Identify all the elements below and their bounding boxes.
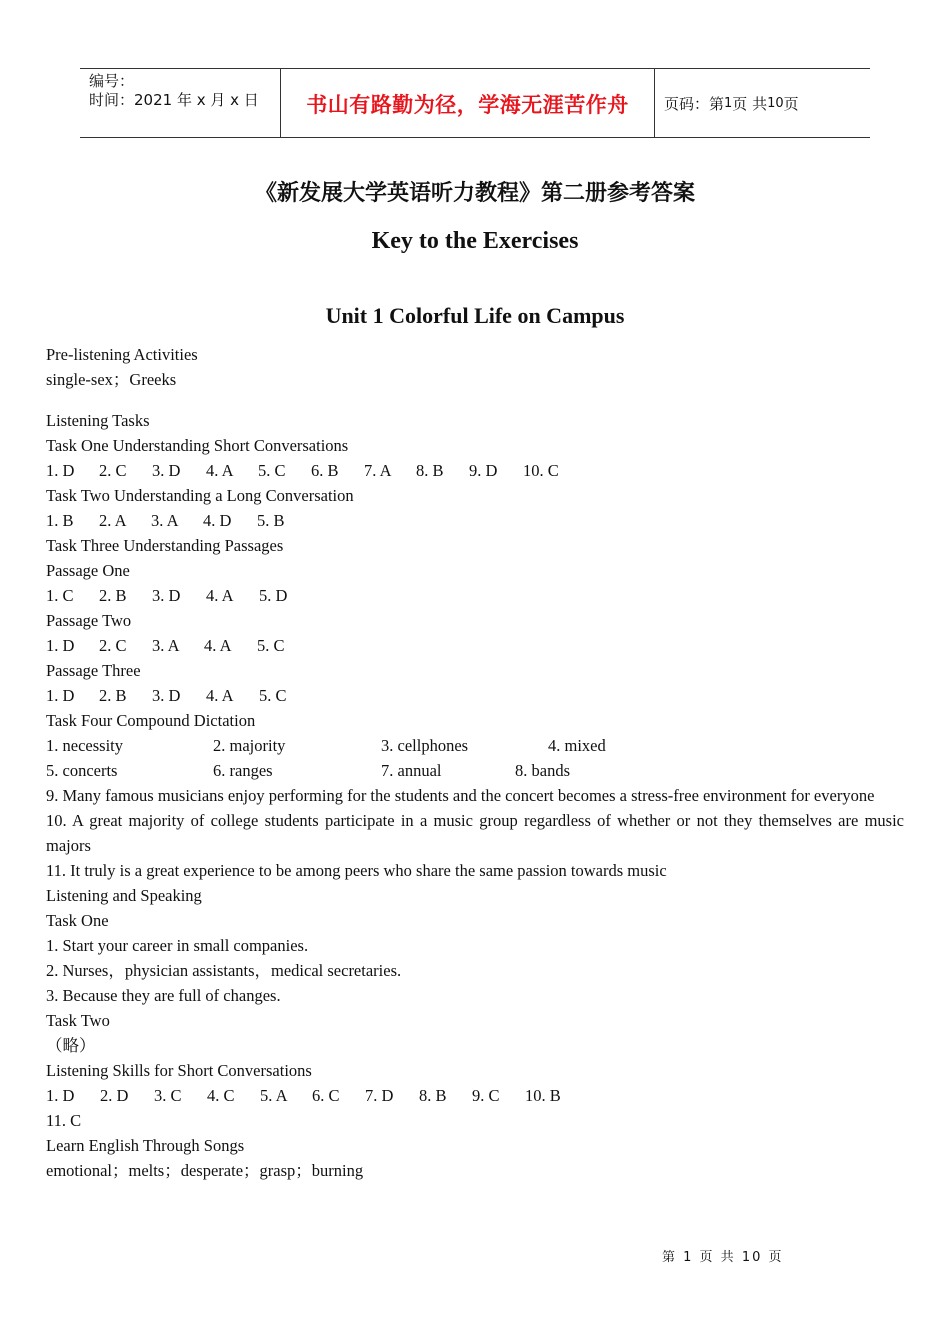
header-motto-cell bbox=[281, 69, 655, 137]
answer-item: 2. B bbox=[99, 686, 127, 705]
skills-extra-answer: 11. C bbox=[46, 1111, 82, 1130]
page-number: 1 bbox=[724, 95, 733, 111]
answer-item: 10. C bbox=[523, 461, 559, 480]
document-title-cn: 《新发展大学英语听力教程》第二册参考答案 bbox=[254, 181, 695, 206]
answer-item: 1. B bbox=[46, 511, 74, 530]
footer-total: 10 bbox=[741, 1250, 763, 1265]
ls-answer: 2. Nurses，physician assistants，medical secretaries. bbox=[46, 961, 402, 980]
songs-heading: Learn English Through Songs bbox=[46, 1136, 245, 1155]
answer-item: 4. A bbox=[206, 586, 234, 605]
footer-prefix: 第 bbox=[662, 1250, 684, 1265]
dictation-item: 6. ranges bbox=[213, 761, 273, 780]
task4-heading: Task Four Compound Dictation bbox=[46, 711, 256, 730]
pre-listening-heading: Pre-listening Activities bbox=[46, 345, 198, 364]
serial-label: 编号： bbox=[89, 72, 135, 90]
page-header bbox=[80, 68, 870, 138]
answer-item: 5. A bbox=[260, 1086, 288, 1105]
dictation-row-2 bbox=[46, 758, 904, 783]
page-total: 10 bbox=[767, 95, 784, 111]
listening-tasks-heading: Listening Tasks bbox=[46, 411, 150, 430]
answer-item: 8. B bbox=[416, 461, 444, 480]
answer-item: 10. B bbox=[525, 1086, 561, 1105]
header-page-cell bbox=[655, 69, 870, 137]
footer-mid: 页 共 bbox=[693, 1250, 742, 1265]
answer-item: 4. A bbox=[206, 461, 234, 480]
ls-task-two-note: （略） bbox=[46, 1036, 96, 1055]
ls-answer: 1. Start your career in small companies. bbox=[46, 936, 309, 955]
answer-item: 6. B bbox=[311, 461, 339, 480]
answer-item: 1. D bbox=[46, 1086, 75, 1105]
passage1-label: Passage One bbox=[46, 561, 130, 580]
answer-item: 9. D bbox=[469, 461, 498, 480]
page-prefix: 页码：第 bbox=[664, 94, 725, 113]
unit-title: Unit 1 Colorful Life on Campus bbox=[325, 303, 625, 328]
task2-answers bbox=[46, 508, 904, 533]
answer-item: 3. D bbox=[152, 686, 181, 705]
dictation-item: 5. concerts bbox=[46, 761, 118, 780]
ls-task-two-label: Task Two bbox=[46, 1011, 110, 1030]
ls-answer: 3. Because they are full of changes. bbox=[46, 986, 281, 1005]
dictation-sentence-9: 9. Many famous musicians enjoy performing for the students and the concert becomes a stress-free environment for everyone bbox=[46, 786, 875, 805]
answer-item: 1. D bbox=[46, 686, 75, 705]
skills-answers bbox=[46, 1083, 904, 1108]
page-footer bbox=[662, 1246, 784, 1265]
task3-heading: Task Three Understanding Passages bbox=[46, 536, 284, 555]
document-title-en: Key to the Exercises bbox=[371, 228, 579, 254]
passage2-answers bbox=[46, 633, 904, 658]
task2-heading: Task Two Understanding a Long Conversation bbox=[46, 486, 354, 505]
answer-item: 2. A bbox=[99, 511, 127, 530]
answer-item: 2. B bbox=[99, 586, 127, 605]
passage3-label: Passage Three bbox=[46, 661, 141, 680]
answer-item: 7. D bbox=[365, 1086, 394, 1105]
passage1-answers bbox=[46, 583, 904, 608]
answer-item: 5. B bbox=[257, 511, 285, 530]
answer-item: 5. C bbox=[259, 686, 287, 705]
answer-item: 7. A bbox=[364, 461, 392, 480]
answer-item: 1. D bbox=[46, 461, 75, 480]
pre-listening-answer: single-sex；Greeks bbox=[46, 370, 177, 389]
answer-item: 2. C bbox=[99, 636, 127, 655]
dictation-item: 2. majority bbox=[213, 736, 286, 755]
page-suffix: 页 bbox=[783, 94, 799, 113]
answer-item: 3. A bbox=[152, 636, 180, 655]
answer-item: 8. B bbox=[419, 1086, 447, 1105]
answer-item: 2. C bbox=[99, 461, 127, 480]
motto: 书山有路勤为径，学海无涯苦作舟 bbox=[306, 93, 629, 117]
passage3-answers bbox=[46, 683, 904, 708]
answer-item: 3. D bbox=[152, 461, 181, 480]
dictation-item: 1. necessity bbox=[46, 736, 123, 755]
skills-heading: Listening Skills for Short Conversations bbox=[46, 1061, 312, 1080]
ls-task-one-label: Task One bbox=[46, 911, 109, 930]
answer-item: 4. D bbox=[203, 511, 232, 530]
listening-speaking-heading: Listening and Speaking bbox=[46, 886, 202, 905]
footer-suffix: 页 bbox=[762, 1250, 784, 1265]
footer-page: 1 bbox=[683, 1250, 694, 1265]
songs-answer: emotional；melts；desperate；grasp；burning bbox=[46, 1161, 364, 1180]
answer-item: 1. C bbox=[46, 586, 74, 605]
answer-item: 6. C bbox=[312, 1086, 340, 1105]
dictation-sentence-10: 10. A great majority of college students participate in a music group regardless of whether or not they themselves are music majors bbox=[46, 811, 904, 855]
answer-item: 9. C bbox=[472, 1086, 500, 1105]
answer-content bbox=[46, 342, 904, 1183]
answer-item: 3. C bbox=[154, 1086, 182, 1105]
dictation-item: 3. cellphones bbox=[381, 736, 469, 755]
answer-item: 4. C bbox=[207, 1086, 235, 1105]
dictation-item: 8. bands bbox=[515, 761, 570, 780]
answer-item: 4. A bbox=[204, 636, 232, 655]
passage2-label: Passage Two bbox=[46, 611, 132, 630]
answer-item: 5. C bbox=[258, 461, 286, 480]
answer-item: 5. D bbox=[259, 586, 288, 605]
answer-item: 1. D bbox=[46, 636, 75, 655]
answer-item: 5. C bbox=[257, 636, 285, 655]
time-label: 时间：2021 年 x 月 x 日 bbox=[89, 91, 259, 109]
dictation-row-1 bbox=[46, 733, 904, 758]
header-meta-cell bbox=[80, 69, 281, 137]
answer-item: 3. A bbox=[151, 511, 179, 530]
task1-heading: Task One Understanding Short Conversations bbox=[46, 436, 349, 455]
dictation-item: 7. annual bbox=[381, 761, 442, 780]
answer-item: 4. A bbox=[206, 686, 234, 705]
page-mid: 页 共 bbox=[732, 94, 768, 113]
answer-item: 3. D bbox=[152, 586, 181, 605]
dictation-sentence-11: 11. It truly is a great experience to be among peers who share the same passion towards music bbox=[46, 861, 667, 880]
answer-item: 2. D bbox=[100, 1086, 129, 1105]
task1-answers bbox=[46, 458, 904, 483]
dictation-item: 4. mixed bbox=[548, 736, 606, 755]
